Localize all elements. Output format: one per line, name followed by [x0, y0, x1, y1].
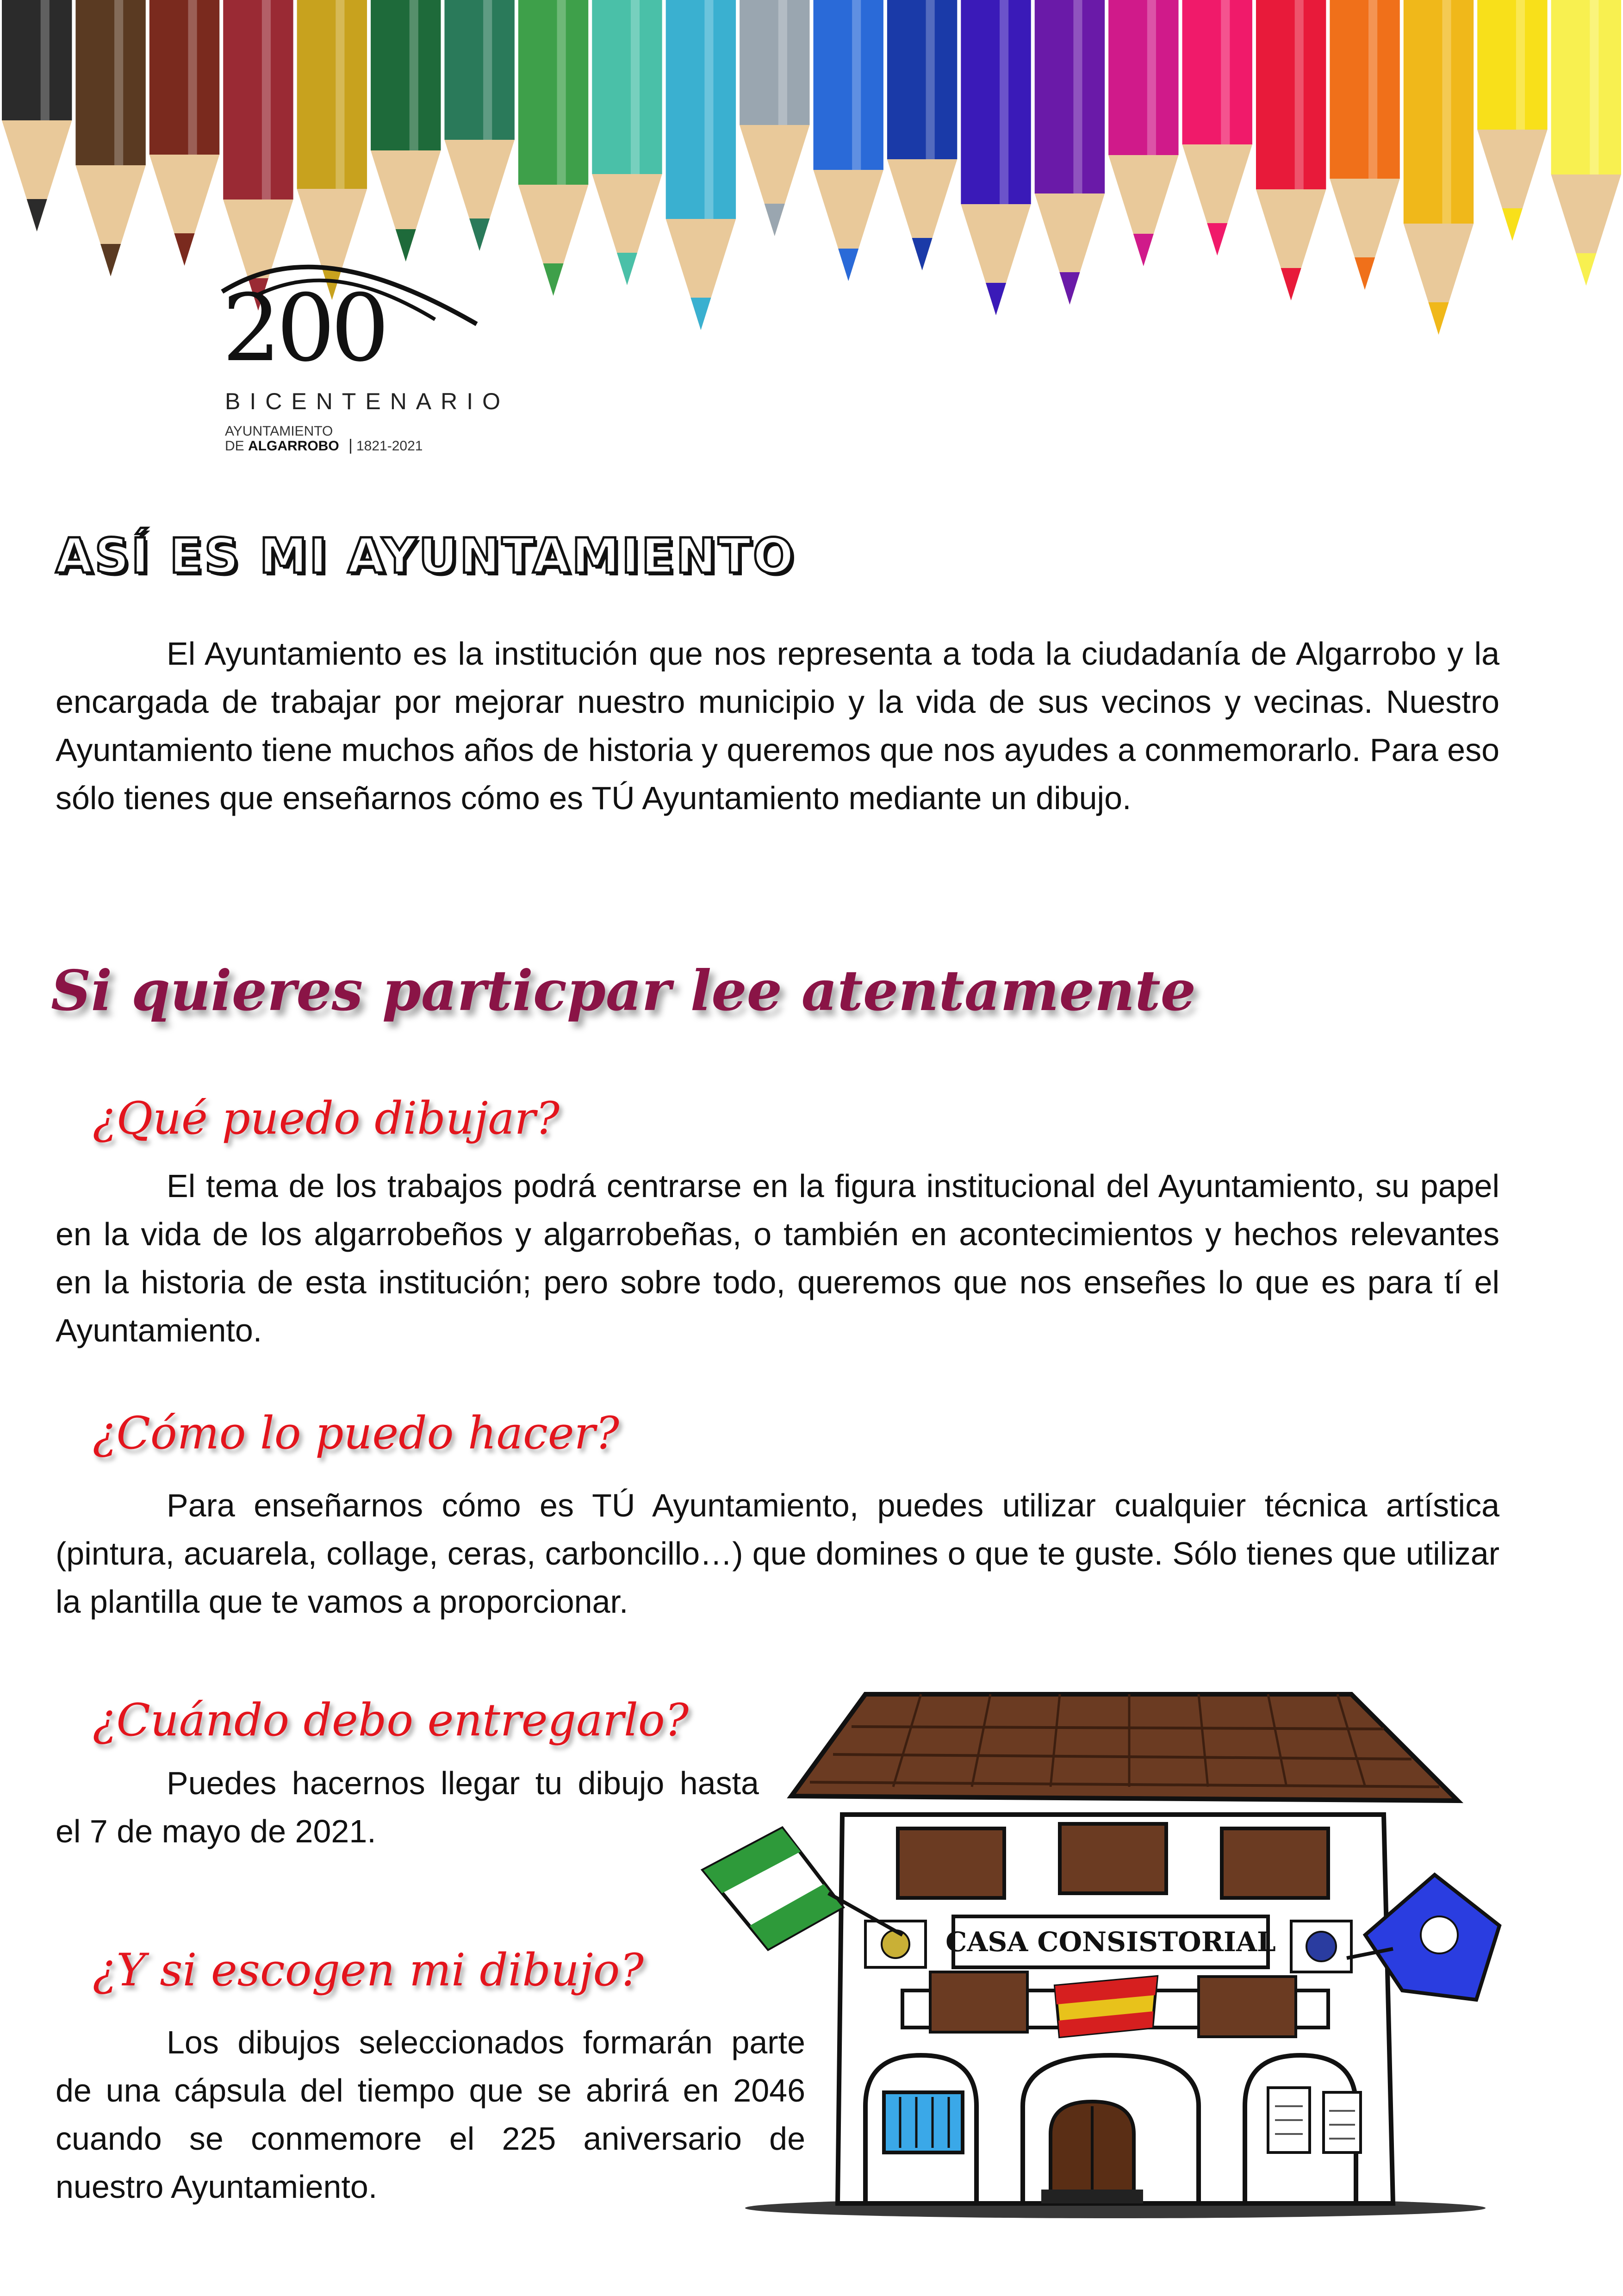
pencil-3 [149, 0, 219, 266]
page-title: ASÍ ES MI AYUNTAMIENTO [56, 528, 796, 584]
pencil-6 [371, 0, 441, 262]
logo-title: BICENTENARIO [225, 388, 510, 414]
question-heading-when: ¿Cuándo debo entregarlo? [93, 1694, 689, 1746]
question-heading-selected: ¿Y si escogen mi dibujo? [93, 1944, 644, 1996]
house-sign-text: CASA CONSISTORIAL [945, 1926, 1276, 1958]
pencil-8 [518, 0, 588, 296]
logo-org-line1: AYUNTAMIENTO [225, 424, 333, 439]
pencil-14 [961, 0, 1031, 315]
town-hall-illustration [690, 1676, 1513, 2222]
pencil-15 [1035, 0, 1105, 305]
pencil-18 [1256, 0, 1326, 300]
question-text-what: El tema de los trabajos podrá centrarse en la figura institucional del Ayuntamiento, su papel en la vida de los algarrobeños y algarrobeñas, o también en acontecimientos y hechos relevantes en la historia de esta institución; pero sobre todo, queremos que nos enseñes lo que es para tí el Ayuntamiento. [56, 1168, 1499, 1348]
pencil-16 [1108, 0, 1178, 266]
pencil-13 [887, 0, 957, 270]
question-heading-what: ¿Qué puedo dibujar? [93, 1092, 560, 1144]
question-text-selected: Los dibujos seleccionados formarán parte de una cápsula del tiempo que se abrirá en 2046 cuando se conmemore el 225 aniversario de nuestro Ayuntamiento. [56, 2024, 805, 2205]
pencil-21 [1477, 0, 1547, 241]
pencil-17 [1182, 0, 1252, 256]
pencil-12 [814, 0, 883, 281]
pencil-2 [75, 0, 145, 276]
bicentenario-logo [218, 259, 510, 463]
pencil-20 [1404, 0, 1474, 335]
logo-years: 1821-2021 [356, 438, 423, 454]
pencil-5 [297, 0, 367, 300]
question-text-when: Puedes hacernos llegar tu dibujo hasta el 7 de mayo de 2021. [56, 1765, 759, 1849]
pencil-1 [2, 0, 72, 231]
pencil-19 [1330, 0, 1399, 290]
logo-number: 200 [222, 275, 385, 382]
pencil-10 [666, 0, 736, 330]
logo-org-line2: DE ALGARROBO [225, 438, 339, 454]
pencil-11 [740, 0, 809, 236]
logo-separator [350, 439, 351, 454]
intro-paragraph: El Ayuntamiento es la institución que nos representa a toda la ciudadanía de Algarrobo y la encargada de trabajar por mejorar nuestro municipio y la vida de sus vecinos y vecinas. Nuestro Ayuntamiento tiene muchos años de historia y queremos que nos ayudes a conmemorarlo. Para eso sólo tienes que enseñarnos cómo es TÚ Ayuntamiento mediante un dibujo. [56, 636, 1499, 816]
section-heading: Si quieres particpar lee atentamente [51, 958, 1196, 1023]
question-text-how: Para enseñarnos cómo es TÚ Ayuntamiento, puedes utilizar cualquier técnica artística (pintura, acuarela, collage, ceras, carboncillo…) que domines o que te guste. Sólo tienes que utilizar la plantilla que te vamos a proporcionar. [56, 1487, 1499, 1620]
pencil-22 [1551, 0, 1621, 286]
question-heading-how: ¿Cómo lo puedo hacer? [93, 1407, 619, 1459]
pencil-9 [592, 0, 662, 285]
pencil-7 [444, 0, 514, 251]
